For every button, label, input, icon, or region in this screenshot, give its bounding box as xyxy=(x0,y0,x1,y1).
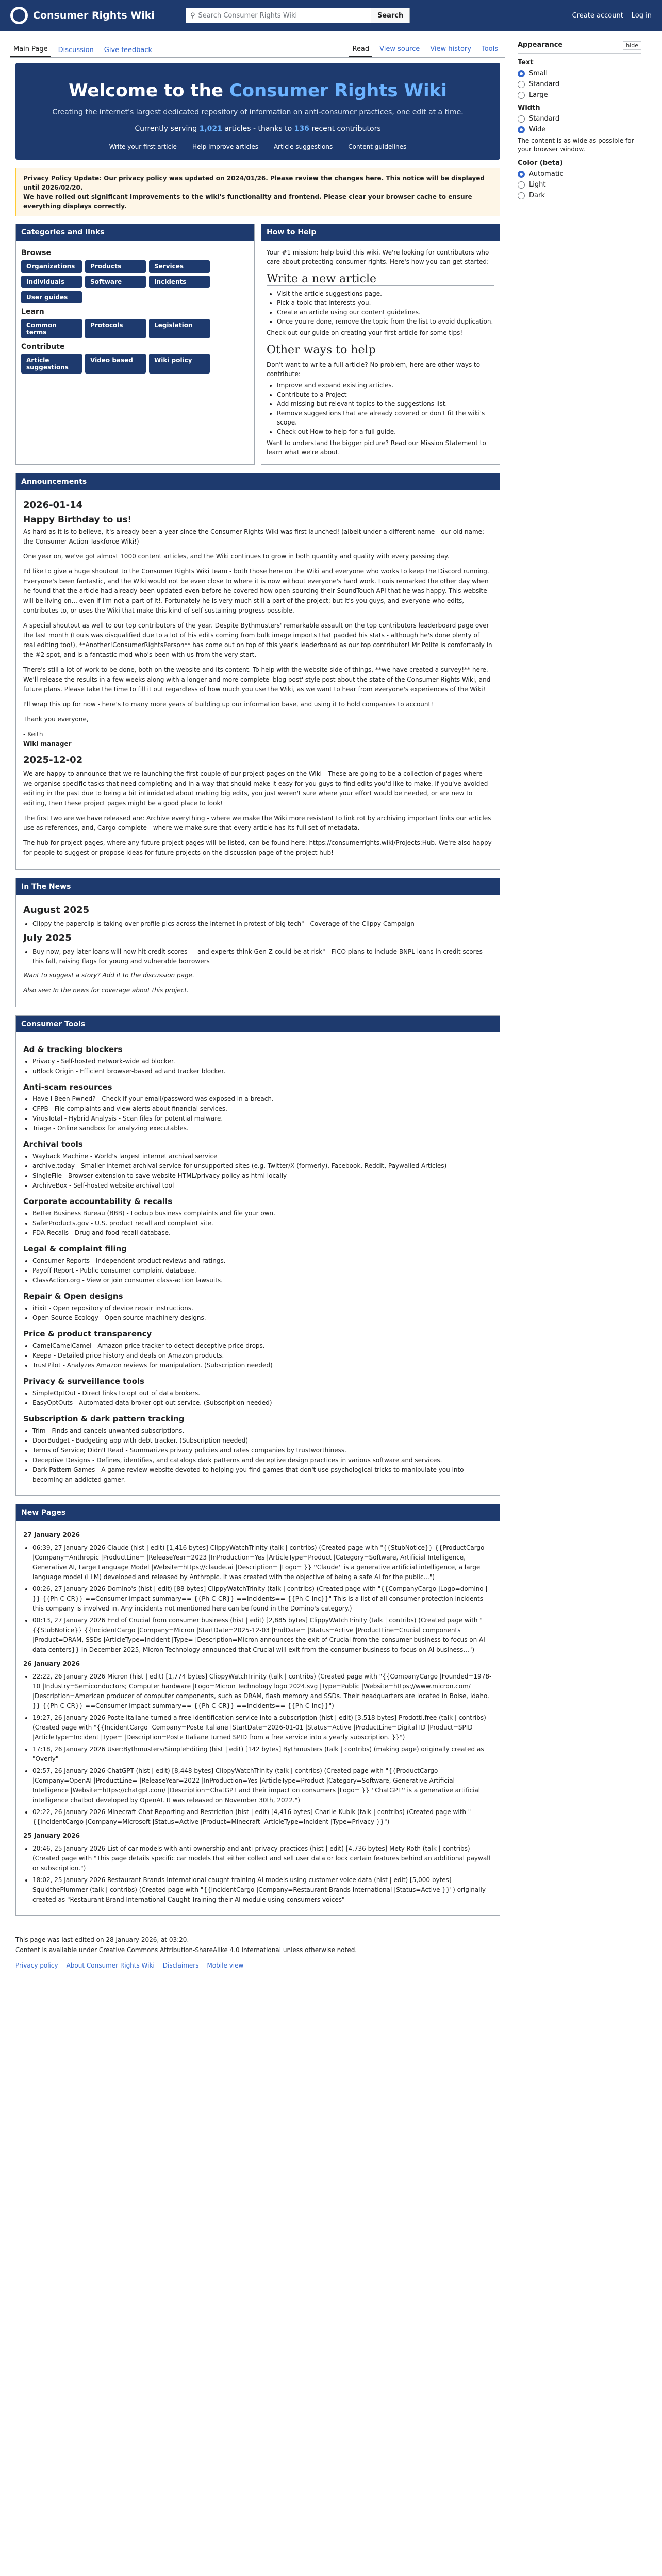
news-section xyxy=(15,878,500,1007)
write-heading: Write a new article xyxy=(267,273,494,286)
footer-link[interactable]: About Consumer Rights Wiki xyxy=(66,1962,155,1969)
page-tabs xyxy=(10,36,505,58)
panel-title: How to Help xyxy=(261,224,500,241)
paragraph: Want to suggest a story? Add it to the discussion page. xyxy=(23,972,194,979)
login-link[interactable]: Log in xyxy=(631,11,652,20)
learn-button[interactable]: Protocols xyxy=(85,319,146,338)
tool-item[interactable]: • Consumer Reports - Independent product reviews and ratings. xyxy=(32,1256,492,1266)
radio-icon xyxy=(518,181,525,189)
contribute-button[interactable]: Article suggestions xyxy=(21,354,82,374)
paragraph: I'd like to give a huge shoutout to the Consumer Rights Wiki team - both those here on the Wiki and everyone who works to keep the Discord running. Everyone's been fantastic, and the Wiki would not be even close to where it is now without everyone's hard work. Louis remarked the other day when he found that the article had already been updated even before he covered how open-sourcing their SoundTouch API that he was happy. This website will be living on... even if I'm not a part of it!. Fortunately he is very much still a part of the project; but it's you guys, and everyone who edits, contributes to, or uses the Wiki that make this kind of self-sustaining progress possible. xyxy=(23,568,489,614)
tool-list xyxy=(32,1388,492,1408)
radio-icon xyxy=(518,171,525,178)
tool-group-heading: Legal & complaint filing xyxy=(23,1244,127,1253)
new-page-entry[interactable]: • 22:22, 26 January 2026 Micron (hist | edit) [1,774 bytes] ClippyWatchTrinity (talk | contribs) (Created page with "{{CompanyCargo |Founded=1978-10 |Industry=Semiconductors; Computer hardware |Logo=Micron Technology logo 2024.svg |Type=Public |Website=https://www.micron.com/ |Description=American producer of computer components, such as DRAM, flash memory and SSDs. Their headquarters are located in Boise, Idaho. }} {{Ph-C-CR}} ==Consumer impact summary== {{Ph-C-CR}} ==Incidents== {{Ph-C-Inc}}") xyxy=(32,1672,492,1711)
category-button[interactable]: Services xyxy=(149,260,210,273)
tool-item[interactable]: • Wayback Machine - World's largest internet archival service xyxy=(32,1151,492,1161)
text-small-option[interactable]: Small xyxy=(518,70,641,77)
list-item: • Contribute to a Project xyxy=(277,390,494,399)
new-page-entry[interactable]: • 02:57, 26 January 2026 ChatGPT (hist | edit) [8,448 bytes] ClippyWatchTrinity (talk | contribs) (Created page with "{{ProductCargo |Company=OpenAI |ProductLine= |ReleaseYear=2022 |InProduction=Yes |ArticleType=Product |Category=Software, Generative Artificial Intelligence |Website=https://chatgpt.com/ |Description=ChatGPT and their impact on consumers |Logo= }} ''ChatGPT'' is a generative artificial intelligence chatbot developed by OpenAI. It was released on November 30th, 2022.") xyxy=(32,1766,492,1805)
footer-link[interactable]: Mobile view xyxy=(207,1962,244,1969)
site-header xyxy=(0,0,662,31)
user-links xyxy=(572,12,652,20)
tab-view-source[interactable]: View source xyxy=(379,45,420,53)
learn-links xyxy=(21,319,249,338)
contribute-button[interactable]: Wiki policy xyxy=(149,354,210,374)
tool-item[interactable]: • TrustPilot - Analyzes Amazon reviews for manipulation. (Subscription needed) xyxy=(32,1361,492,1370)
tool-item[interactable]: • iFixit - Open repository of device repair instructions. xyxy=(32,1303,492,1313)
help-panel xyxy=(261,224,500,465)
radio-icon xyxy=(518,92,525,99)
page-footer xyxy=(15,1928,500,1977)
page-title: Welcome to the Consumer Rights Wiki xyxy=(69,80,447,101)
tool-list xyxy=(32,1426,492,1485)
list-item: • Improve and expand existing articles. xyxy=(277,381,494,390)
section-title: In The News xyxy=(16,878,500,895)
create-account-link[interactable]: Create account xyxy=(572,11,623,20)
new-page-entry[interactable]: • 18:02, 25 January 2026 Restaurant Brands International caught training AI models using customer voice data (hist | edit) [5,000 bytes] SquidthePlummer (talk | contribs) (Created page with "{{IncidentCargo |Company=Restaurant Brands International |Status=Active }}") originally created as "Restaurant Brand International Caught Training their AI module using consumers voices" xyxy=(32,1875,492,1905)
contribute-links xyxy=(21,354,249,374)
hero-link[interactable]: Article suggestions xyxy=(273,143,333,150)
learn-button[interactable]: Common terms xyxy=(21,319,82,338)
new-pages-body xyxy=(16,1521,500,1915)
tool-item[interactable]: • Deceptive Designs - Defines, identifies, and catalogs dark patterns and deceptive design practices in various software and services. xyxy=(32,1455,492,1465)
tool-group-heading: Price & product transparency xyxy=(23,1329,152,1338)
list-item: • Once you're done, remove the topic from the list to avoid duplication. xyxy=(277,317,494,326)
tool-item[interactable]: • Payoff Report - Public consumer complaint database. xyxy=(32,1266,492,1276)
radio-icon xyxy=(518,126,525,133)
search-input[interactable]: ⚲ Search Consumer Rights Wiki xyxy=(186,8,371,23)
hero-link[interactable]: Write your first article xyxy=(109,143,177,150)
appearance-heading: Appearance hide xyxy=(518,41,641,54)
tool-item[interactable]: • EasyOptOuts - Automated data broker opt-out service. (Subscription needed) xyxy=(32,1398,492,1408)
signature: - Keith xyxy=(23,731,43,738)
tool-item[interactable]: • SaferProducts.gov - U.S. product recall and complaint site. xyxy=(32,1218,492,1228)
learn-heading: Learn xyxy=(21,308,44,316)
help-text: Don't want to write a full article? No problem, here are other ways to contribute: xyxy=(267,361,481,378)
text-label: Text xyxy=(518,59,534,66)
tools-menu[interactable]: Tools xyxy=(481,45,498,53)
tool-item[interactable]: • ClassAction.org - View or join consumer class-action lawsuits. xyxy=(32,1276,492,1285)
new-pages-section xyxy=(15,1504,500,1916)
tool-item[interactable]: • FDA Recalls - Drug and food recall database. xyxy=(32,1228,492,1238)
tab-feedback[interactable]: Give feedback xyxy=(104,46,153,54)
tab-main-page[interactable]: Main Page xyxy=(10,45,51,57)
color-label: Color (beta) xyxy=(518,159,563,167)
paragraph: One year on, we've got almost 1000 content articles, and the Wiki continues to grow in both quantity and quality with every passing day. xyxy=(23,553,450,560)
announcement-date: 2026-01-14 xyxy=(23,500,83,511)
tools-body xyxy=(16,1032,500,1495)
new-page-entry[interactable]: • 06:39, 27 January 2026 Claude (hist | edit) [1,416 bytes] ClippyWatchTrinity (talk | contribs) (Created page with "{{StubNotice}} {{ProductCargo |Company=Anthropic |ProductLine= |ReleaseYear=2023 |InProduction=Yes |ArticleType=Product |Category=Software, Artificial Intelligence, Generative AI, Large Language Model |Website=https://claude.ai |Description= |Logo= }} ''Claude'' is a generative artificial intelligence, a large language model (LLM) developed and released by Anthropic. It was created with the objective of being a safe AI for the public...") xyxy=(32,1543,492,1582)
tool-group-heading: Archival tools xyxy=(23,1140,83,1149)
browse-links xyxy=(21,260,249,303)
search-icon: ⚲ xyxy=(190,11,195,20)
paragraph: I'll wrap this up for now - here's to many more years of building up our information base, and using it to hold companies to account! xyxy=(23,701,434,708)
contribute-button[interactable]: Video based xyxy=(85,354,146,374)
hide-button[interactable]: hide xyxy=(623,41,641,50)
radio-icon xyxy=(518,192,525,199)
width-label: Width xyxy=(518,104,540,112)
news-month: August 2025 xyxy=(23,905,90,916)
tool-item[interactable]: • Privacy - Self-hosted network-wide ad blocker. xyxy=(32,1057,492,1066)
tool-list xyxy=(32,1094,492,1133)
last-edited: This page was last edited on 28 January 2026, at 03:20. xyxy=(15,1936,189,1943)
paragraph: A special shoutout as well to our top contributors of the year. Despite Bythmusters' remarkable assault on the top contributors leaderboard page over the last month (Louis was disqualified due to a lot of his edits coming from bulk image imports that padded his stats - although he's done plenty of real editing too!), **Another!ConsumerRightsPerson** has come out on top of this year's leaderboard as our top contributor! Mr Polite is comfortably in the #2 spot, and is a fantastic mod who's been with us from the very start. xyxy=(23,622,492,658)
tool-item[interactable]: • Keepa - Detailed price history and deals on Amazon products. xyxy=(32,1351,492,1361)
text-standard-option[interactable]: Standard xyxy=(518,80,641,88)
list-item: • Remove suggestions that are already covered or don't fit the wiki's scope. xyxy=(277,409,494,427)
contribute-heading: Contribute xyxy=(21,343,65,351)
site-brand[interactable]: Consumer Rights Wiki xyxy=(33,10,155,21)
radio-icon xyxy=(518,81,525,88)
tool-group-heading: Ad & tracking blockers xyxy=(23,1045,123,1054)
paragraph: The hub for project pages, where any future project pages will be listed, can be found here: https://consumerrights.wiki/Projects:Hub. We're also happy for people to suggest or propose ideas for future projects on the discussion page of the project hub! xyxy=(23,839,492,856)
tool-item[interactable]: • SingleFile - Browser extension to save website HTML/privacy policy as html locally xyxy=(32,1171,492,1181)
tool-item[interactable]: • Trim - Finds and cancels unwanted subscriptions. xyxy=(32,1426,492,1436)
help-text: Want to understand the bigger picture? Read our Mission Statement to learn what we're about. xyxy=(267,439,486,456)
width-standard-option[interactable]: Standard xyxy=(518,115,641,123)
new-page-entry[interactable]: • 20:46, 25 January 2026 List of car models with anti-ownership and anti-privacy practices (hist | edit) [4,736 bytes] Mety Roth (talk | contribs) (Created page with "This page details specific car models that either collect and sell user data or lock certain features behind an additional paywall or subscription.") xyxy=(32,1844,492,1873)
paragraph: There's still a lot of work to be done, both on the website and its content. To help with the website side of things, **we have created a survey!** here. We'll release the results in a few weeks along with a longer and more complete 'blog post' style post about the state of the Consumer Rights Wiki, and future plans. Please take the time to fill it out regardless of how much you use the Wiki, as we want to hear from everyone's experiences of the Wiki! xyxy=(23,666,491,693)
signature-role: Wiki manager xyxy=(23,740,72,748)
help-intro: Your #1 mission: help build this wiki. We're looking for contributors who care about protecting consumer rights. Here's how you can get started: xyxy=(267,249,489,265)
tool-item[interactable]: • VirusTotal - Hybrid Analysis - Scan files for potential malware. xyxy=(32,1114,492,1124)
new-pages-date: 26 January 2026 xyxy=(23,1660,80,1667)
new-pages-date: 27 January 2026 xyxy=(23,1531,80,1538)
search-bar xyxy=(186,8,410,23)
tool-item[interactable]: • ArchiveBox - Self-hosted website archival tool xyxy=(32,1181,492,1191)
new-page-entry[interactable]: • 00:26, 27 January 2026 Domino's (hist | edit) [88 bytes] ClippyWatchTrinity (talk | contribs) (Created page with "{{CompanyCargo |Logo=domino | }} {{Ph-C-CR}} ==Consumer impact summary== {{Ph-C-CR}} ==Incidents== {{Ph-C-Inc}}" This is a list of all consumer-protection incidents this company is involved in. Any incidents not mentioned here can be found in the Domino's category.) xyxy=(32,1584,492,1614)
categories-panel xyxy=(15,224,255,465)
tool-item[interactable]: • Have I Been Pwned? - Check if your email/password was exposed in a breach. xyxy=(32,1094,492,1104)
tool-item[interactable]: • archive.today - Smaller internet archival service for unsupported sites (e.g. Twitter/X (formerly), Facebook, Reddit, Paywalled Articles) xyxy=(32,1161,492,1171)
width-wide-option[interactable]: Wide xyxy=(518,126,641,133)
paragraph: Also see: In the news for coverage about this project. xyxy=(23,987,189,994)
tools-section xyxy=(15,1015,500,1496)
browse-heading: Browse xyxy=(21,249,51,257)
color-dark-option[interactable]: Dark xyxy=(518,192,641,199)
text-large-option[interactable]: Large xyxy=(518,91,641,99)
tool-item[interactable]: • DoorBudget - Budgeting app with debt tracker. (Subscription needed) xyxy=(32,1436,492,1446)
tab-read[interactable]: Read xyxy=(349,45,372,57)
footer-link[interactable]: Privacy policy xyxy=(15,1962,58,1969)
category-button[interactable]: Individuals xyxy=(21,276,82,288)
list-item: • Check out How to help for a full guide. xyxy=(277,427,494,436)
tool-item[interactable]: • CFPB - File complaints and view alerts about financial services. xyxy=(32,1104,492,1114)
tool-list xyxy=(32,1303,492,1323)
notice-line: We have rolled out significant improvements to the wiki's functionality and frontend. Please clear your browser cache to ensure everything displays correctly. xyxy=(23,193,472,210)
tool-item[interactable]: • uBlock Origin - Efficient browser-based ad and tracker blocker. xyxy=(32,1066,492,1076)
tool-item[interactable]: • Triage - Online sandbox for analyzing executables. xyxy=(32,1124,492,1133)
other-list xyxy=(277,381,494,436)
new-page-entry[interactable]: • 19:27, 26 January 2026 Poste Italiane turned a free identification service into a subscription (hist | edit) [3,518 bytes] Prodotti.free (talk | contribs) (Created page with "{{IncidentCargo |Company=Poste Italiane |StartDate=2026-01-01 |Status=Active |ProductLine=Digital ID |Product=SPID |ArticleType=Incident |Type= |Description=Poste Italiane turned SPID from a free service into a yearly subscription. }}") xyxy=(32,1713,492,1742)
notice-line: Privacy Policy Update: Our privacy policy was updated on 2024/01/26. Please review the changes here. This notice will be displayed until 2026/02/20. xyxy=(23,175,485,191)
main-column xyxy=(10,31,505,1977)
panel-title: Categories and links xyxy=(16,224,254,241)
section-title: Announcements xyxy=(16,473,500,490)
write-list xyxy=(277,289,494,326)
footer-link[interactable]: Disclaimers xyxy=(162,1962,199,1969)
paragraph: We are happy to announce that we're launching the first couple of our project pages on the Wiki - These are going to be a collection of pages where we organise specific tasks that need completing and in a way that should make it easy for you guys to find edits you'd like to make. If you've avoided editing in the past due to being a bit intimidated about making big edits, you just weren't sure where your effort would be needed, or are new to editing, then these project pages might be a good place to look! xyxy=(23,770,488,807)
new-pages-list xyxy=(32,1543,492,1655)
hero-link[interactable]: Help improve articles xyxy=(192,143,258,150)
tool-item[interactable]: • Open Source Ecology - Open source machinery designs. xyxy=(32,1313,492,1323)
list-item: • Pick a topic that interests you. xyxy=(277,298,494,308)
tool-group-heading: Anti-scam resources xyxy=(23,1082,112,1092)
tool-list xyxy=(32,1256,492,1285)
tab-discussion[interactable]: Discussion xyxy=(58,46,94,54)
announcements-section xyxy=(15,473,500,870)
tool-list xyxy=(32,1341,492,1370)
new-page-entry[interactable]: • 17:18, 26 January 2026 User:Bythmusters/SimpleEditing (hist | edit) [142 bytes] Bythmusters (talk | contribs) (making page) originally created as "Overly" xyxy=(32,1744,492,1764)
tool-item[interactable]: • SimpleOptOut - Direct links to opt out of data brokers. xyxy=(32,1388,492,1398)
category-button[interactable]: Software xyxy=(85,276,146,288)
category-button[interactable]: Incidents xyxy=(149,276,210,288)
announcement-date: 2025-12-02 xyxy=(23,755,83,766)
category-button[interactable]: User guides xyxy=(21,291,82,303)
tool-group-heading: Repair & Open designs xyxy=(23,1292,123,1301)
news-month: July 2025 xyxy=(23,933,72,943)
category-button[interactable]: Products xyxy=(85,260,146,273)
tool-item[interactable]: • Better Business Bureau (BBB) - Lookup business complaints and file your own. xyxy=(32,1209,492,1218)
list-item: • Visit the article suggestions page. xyxy=(277,289,494,298)
paragraph: As hard as it is to believe, it's already been a year since the Consumer Rights Wiki was first launched! (albeit under a different name - our old name: the Consumer Action Taskforce Wiki!) xyxy=(23,528,485,545)
site-logo[interactable] xyxy=(10,7,28,24)
license-notice: Content is available under Creative Commons Attribution-ShareAlike 4.0 International unless otherwise noted. xyxy=(15,1946,357,1954)
welcome-banner xyxy=(15,63,500,160)
section-title: Consumer Tools xyxy=(16,1016,500,1032)
hero-links xyxy=(26,143,490,150)
new-page-entry[interactable]: • 02:22, 26 January 2026 Minecraft Chat Reporting and Restriction (hist | edit) [4,416 bytes] Charlie Kubik (talk | contribs) (Created page with "{{IncidentCargo |Company=Microsoft |Status=Active |Product=Minecraft |ArticleType=Incident |Type=Privacy }}") xyxy=(32,1807,492,1827)
category-button[interactable]: Organizations xyxy=(21,260,82,273)
tab-history[interactable]: View history xyxy=(430,45,471,53)
site-notice xyxy=(15,168,500,216)
article-count: Currently serving 1,021 articles - thanks to 136 recent contributors xyxy=(135,125,381,133)
paragraph: The first two are we have released are: Archive everything - where we make the Wiki more resistant to link rot by archiving important links our articles use as references, and, Cargo-complete - where we make sure that every article has its full set of metadata. xyxy=(23,815,491,832)
tool-list xyxy=(32,1057,492,1076)
announcement-heading: Happy Birthday to us! xyxy=(23,515,132,525)
tool-item[interactable]: • Dark Pattern Games - A game review website devoted to helping you find games that don't use psychological tricks to manipulate you into becoming an addicted gamer. xyxy=(32,1465,492,1485)
appearance-sidebar xyxy=(505,31,641,1977)
color-light-option[interactable]: Light xyxy=(518,181,641,189)
new-pages-list xyxy=(32,1672,492,1827)
new-page-entry[interactable]: • 00:13, 27 January 2026 End of Crucial from consumer business (hist | edit) [2,885 bytes] ClippyWatchTrinity (talk | contribs) (Created page with "{{StubNotice}} {{IncidentCargo |Company=Micron |StartDate=2025-12-03 |EndDate= |Status=Active |ProductLine=Crucial components |Product=DRAM, SSDs |ArticleType=Incident |Type= |Description=Micron announces the exit of Crucial from the consumer business to focus on AI data centers}} In December 2025, Micron Technology announced that Crucial will exit from the consumer business to focus on AI business...") xyxy=(32,1616,492,1655)
list-item: • Add missing but relevant topics to the suggestions list. xyxy=(277,399,494,409)
news-item[interactable]: • Buy now, pay later loans will now hit credit scores — and experts think Gen Z could be at risk" - FICO plans to include BNPL loans in credit scores this fall, raising flags for young and vulnerable borrowers xyxy=(32,947,492,967)
tool-group-heading: Privacy & surveillance tools xyxy=(23,1377,144,1386)
news-item[interactable]: • Clippy the paperclip is taking over profile pics across the internet in protest of big tech" - Coverage of the Clippy Campaign xyxy=(32,919,492,929)
tool-list xyxy=(32,1151,492,1191)
radio-icon xyxy=(518,115,525,123)
other-heading: Other ways to help xyxy=(267,344,494,357)
search-button[interactable]: Search xyxy=(371,8,410,23)
section-title: New Pages xyxy=(16,1504,500,1521)
help-text: Check out our guide on creating your first article for some tips! xyxy=(267,329,463,336)
new-pages-date: 25 January 2026 xyxy=(23,1832,80,1839)
hero-subtitle: Creating the internet's largest dedicated repository of information on anti-consumer practices, one edit at a time. xyxy=(52,108,464,116)
tool-item[interactable]: • Terms of Service; Didn't Read - Summarizes privacy policies and rates companies by trustworthiness. xyxy=(32,1446,492,1455)
paragraph: Thank you everyone, xyxy=(23,716,89,723)
hero-link[interactable]: Content guidelines xyxy=(348,143,407,150)
tool-group-heading: Corporate accountability & recalls xyxy=(23,1197,173,1206)
tool-list xyxy=(32,1209,492,1238)
learn-button[interactable]: Legislation xyxy=(149,319,210,338)
list-item: • Create an article using our content guidelines. xyxy=(277,308,494,317)
width-note: The content is as wide as possible for your browser window. xyxy=(518,137,634,153)
color-auto-option[interactable]: Automatic xyxy=(518,170,641,178)
tool-group-heading: Subscription & dark pattern tracking xyxy=(23,1414,185,1423)
tool-item[interactable]: • CamelCamelCamel - Amazon price tracker to detect deceptive price drops. xyxy=(32,1341,492,1351)
new-pages-list xyxy=(32,1844,492,1905)
radio-icon xyxy=(518,70,525,77)
